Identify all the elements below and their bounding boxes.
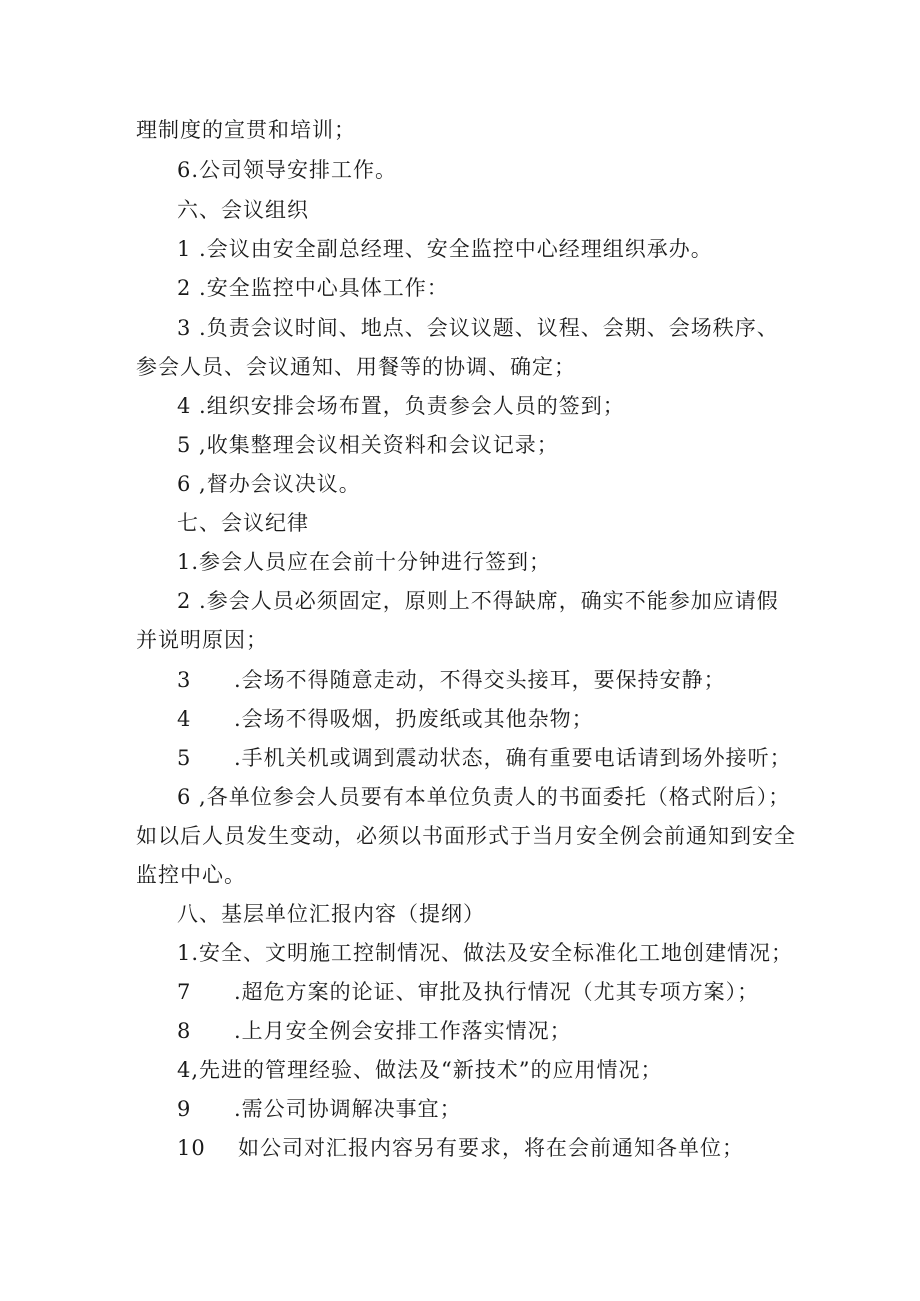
text-line: 1 .会议由安全副总经理、安全监控中心经理组织承办。 bbox=[177, 237, 713, 261]
text-line: 1.安全、文明施工控制情况、做法及安全标准化工地创建情况； bbox=[177, 941, 794, 965]
list-number: 8 bbox=[177, 1019, 192, 1043]
text-line: 4,先进的管理经验、做法及“新技术”的应用情况； bbox=[177, 1058, 663, 1082]
list-number: 3 bbox=[177, 668, 192, 692]
text-line: 6 ,督办会议决议。 bbox=[177, 472, 361, 496]
text-line: 如以后人员发生变动，必须以书面形式于当月安全例会前通知到安全 bbox=[136, 824, 796, 848]
text-line: 并说明原因； bbox=[136, 628, 268, 652]
text-line: 6 ,各单位参会人员要有本单位负责人的书面委托（格式附后）； bbox=[177, 785, 791, 809]
text-line: 参会人员、会议通知、用餐等的协调、确定； bbox=[136, 355, 576, 379]
list-number: 5 bbox=[177, 746, 192, 770]
text-line: .手机关机或调到震动状态，确有重要电话请到场外接听； bbox=[234, 746, 792, 770]
text-line: 2 .参会人员必须固定，原则上不得缺席，确实不能参加应请假 bbox=[177, 589, 779, 613]
list-number: 10 bbox=[177, 1136, 206, 1160]
text-line: .会场不得吸烟，扔废纸或其他杂物； bbox=[234, 707, 594, 731]
text-line: .需公司协调解决事宜； bbox=[234, 1097, 462, 1121]
text-line: 监控中心。 bbox=[136, 863, 246, 887]
section-heading: 六、会议组织 bbox=[177, 198, 309, 222]
text-line: 3 .负责会议时间、地点、会议议题、议程、会期、会场秩序、 bbox=[177, 316, 779, 340]
list-number: 4 bbox=[177, 707, 192, 731]
section-heading: 八、基层单位汇报内容（提纲） bbox=[177, 902, 485, 926]
text-line: 如公司对汇报内容另有要求，将在会前通知各单位； bbox=[238, 1136, 744, 1160]
text-line: 1.参会人员应在会前十分钟进行签到； bbox=[177, 550, 552, 574]
text-line: .超危方案的论证、审批及执行情况（尤其专项方案）； bbox=[234, 980, 760, 1004]
text-line: 4 .组织安排会场布置，负责参会人员的签到； bbox=[177, 394, 625, 418]
text-line: 6.公司领导安排工作。 bbox=[177, 158, 398, 182]
text-line: 5 ,收集整理会议相关资料和会议记录； bbox=[177, 433, 559, 457]
text-line: 2 .安全监控中心具体工作： bbox=[177, 276, 449, 300]
text-line: 理制度的宣贯和培训； bbox=[136, 118, 356, 142]
list-number: 7 bbox=[177, 980, 192, 1004]
text-line: .上月安全例会安排工作落实情况； bbox=[234, 1019, 572, 1043]
list-number: 9 bbox=[177, 1097, 192, 1121]
section-heading: 七、会议纪律 bbox=[177, 511, 309, 535]
text-line: .会场不得随意走动，不得交头接耳，要保持安静； bbox=[234, 668, 726, 692]
